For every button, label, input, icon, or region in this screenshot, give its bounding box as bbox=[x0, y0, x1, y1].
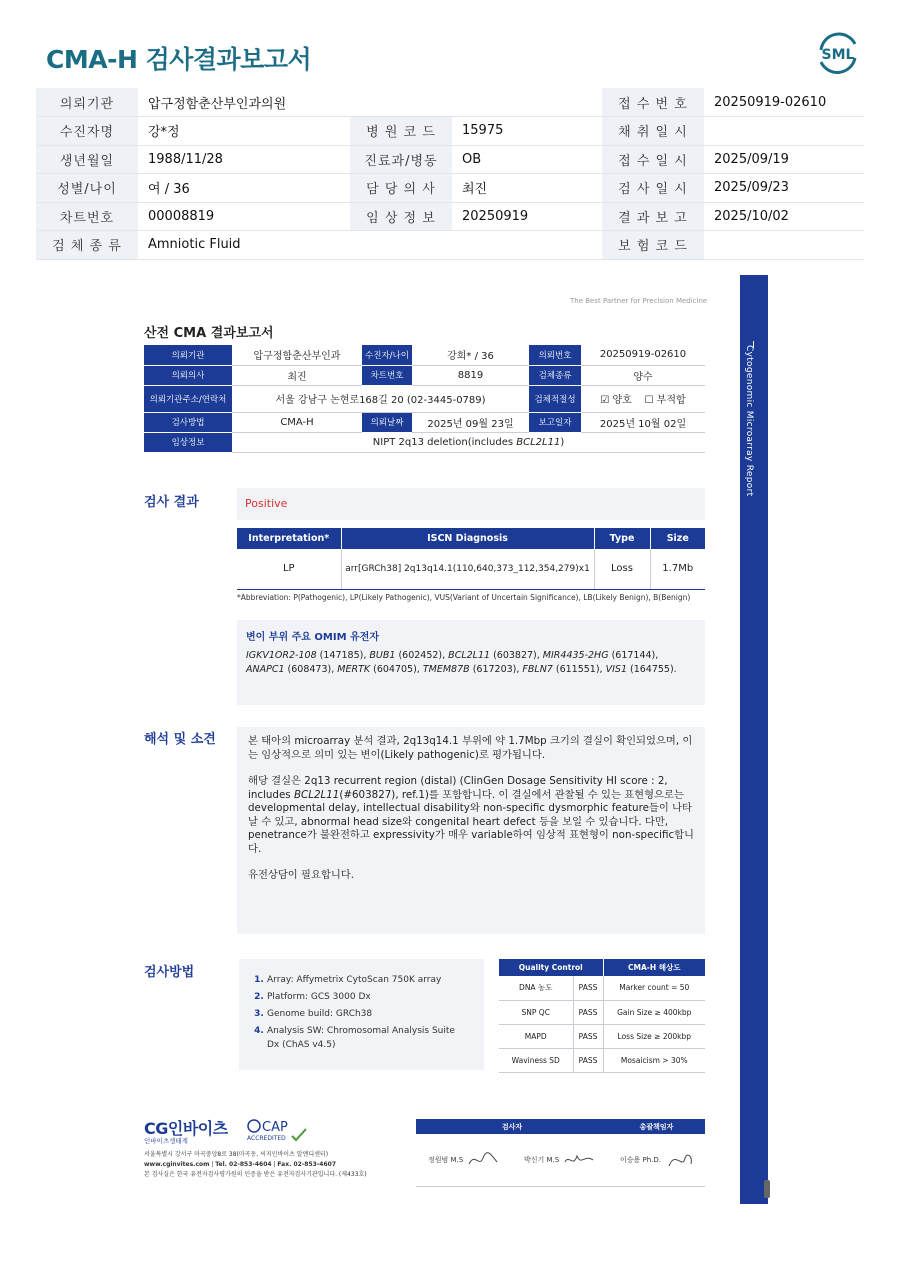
interp-paragraph: 본 태아의 microarray 분석 결과, 2q13q14.1 부위에 약 1.7Mbp 크기의 결실이 확인되었으며, 이는 임상적으로 의미 있는 변이(Likely pathogenic)로 평가됩니다. bbox=[248, 735, 693, 761]
table-row bbox=[36, 174, 864, 203]
interpretation-box bbox=[237, 727, 705, 934]
field-value: 20250919 bbox=[452, 202, 602, 231]
method-box bbox=[239, 959, 484, 1070]
chief-header: 총괄책임자 bbox=[608, 1119, 705, 1134]
col-size: Size bbox=[650, 528, 705, 549]
result-table bbox=[237, 528, 705, 590]
company-logo: CG인바이츠 bbox=[144, 1119, 228, 1138]
info-label: 수진자/나이 bbox=[362, 345, 412, 365]
signer-1: 정원범 M.S bbox=[416, 1134, 512, 1186]
scrollbar-thumb[interactable] bbox=[764, 1180, 770, 1198]
col-iscn: ISCN Diagnosis bbox=[341, 528, 594, 549]
field-label: 생년월일 bbox=[36, 145, 138, 174]
info-label: 검체종류 bbox=[529, 365, 581, 385]
field-label: 검 체 종 류 bbox=[36, 231, 138, 260]
info-value: 강희* / 36 bbox=[412, 345, 529, 365]
iscn-cell: arr[GRCh38] 2q13q14.1(110,640,373_112,354,279)x1 bbox=[341, 549, 594, 589]
field-label: 결 과 보 고 bbox=[602, 202, 704, 231]
patient-info-table bbox=[36, 88, 864, 260]
info-value: 2025년 10월 02일 bbox=[581, 412, 705, 432]
svg-text:ACCREDITED: ACCREDITED bbox=[247, 1135, 286, 1142]
field-value: 여 / 36 bbox=[138, 174, 350, 203]
report-title: 산전 CMA 결과보고서 bbox=[144, 326, 274, 341]
field-value: 1988/11/28 bbox=[138, 145, 350, 174]
info-label: 의뢰기관 bbox=[144, 345, 232, 365]
field-label: 병 원 코 드 bbox=[350, 117, 452, 146]
field-label: 임 상 정 보 bbox=[350, 202, 452, 231]
svg-text:SML: SML bbox=[821, 47, 855, 63]
interp-paragraph: 유전상담이 필요합니다. bbox=[248, 869, 355, 881]
sidebar-label: Cytogenomic Microarray Report bbox=[744, 345, 754, 497]
company-sub: 인바이츠생태계 bbox=[144, 1137, 188, 1145]
field-value: 2025/09/23 bbox=[704, 174, 864, 203]
field-label: 검 사 일 시 bbox=[602, 174, 704, 203]
method-item: 3. Genome build: GRCh38 bbox=[267, 1007, 468, 1021]
svg-text:CAP: CAP bbox=[262, 1120, 288, 1135]
field-value: Amniotic Fluid bbox=[138, 231, 350, 260]
table-row: Waviness SD PASS Mosaicism > 30% bbox=[499, 1048, 705, 1072]
field-value: 2025/09/19 bbox=[704, 145, 864, 174]
type-cell: Loss bbox=[594, 549, 650, 589]
qc-table bbox=[499, 959, 705, 1073]
col-type: Type bbox=[594, 528, 650, 549]
adequate-checkbox: ☑ 양호 bbox=[600, 395, 632, 406]
interp-paragraph: 해당 결실은 2q13 recurrent region (distal) (ClinGen Dosage Sensitivity HI score : 2, includes BCL2L11(#603827), ref.1)를 포함합니다. 이 결실에서 관찰될 수 있는 표현형으로는 developmental delay, intellectual disability와 non-specific dysmorphic feature들이 나타날 수 있고, abnormal head size와 congenital heart defect 등을 보일 수 있습니다. 다만, penetrance가 불완전하고 expressivity가 매우 variable하여 임상적 표현형이 non-specific합니다. bbox=[248, 775, 694, 855]
table-row bbox=[36, 117, 864, 146]
info-value: 20250919-02610 bbox=[581, 345, 705, 365]
qc-header: Quality Control bbox=[499, 959, 603, 976]
inadequate-checkbox: ☐ 부적합 bbox=[644, 395, 686, 406]
field-value: 강*정 bbox=[138, 117, 350, 146]
field-value: 00008819 bbox=[138, 202, 350, 231]
info-value: 양수 bbox=[581, 365, 705, 385]
table-row bbox=[237, 549, 705, 589]
page-title: CMA-H 검사결과보고서 bbox=[46, 45, 312, 74]
size-cell: 1.7Mb bbox=[650, 549, 705, 589]
field-label: 접 수 번 호 bbox=[602, 88, 704, 117]
omim-heading: 변이 부위 주요 OMIM 유전자 bbox=[246, 632, 379, 643]
table-row: MAPD PASS Loss Size ≥ 200kbp bbox=[499, 1024, 705, 1048]
info-value: 2025년 09월 23일 bbox=[412, 412, 529, 432]
field-label: 보 험 코 드 bbox=[602, 231, 704, 260]
info-value: 압구정함춘산부인과 bbox=[232, 345, 362, 365]
tester-header: 검사자 bbox=[416, 1119, 608, 1134]
field-label bbox=[350, 88, 452, 117]
field-label bbox=[350, 231, 452, 260]
field-label: 접 수 일 시 bbox=[602, 145, 704, 174]
info-label: 의뢰의사 bbox=[144, 365, 232, 385]
table-row bbox=[36, 202, 864, 231]
field-value: OB bbox=[452, 145, 602, 174]
method-item: 2. Platform: GCS 3000 Dx bbox=[267, 990, 468, 1004]
omim-genes: IGKV1OR2-108 (147185), BUB1 (602452), BCL2L11 (603827), MIR4435-2HG (617144), ANAPC1 (608473), MERTK (604705), TMEM87B (617203), FBLN7 (611551), VIS1 (164755). bbox=[246, 650, 677, 675]
table-row bbox=[36, 145, 864, 174]
cap-accredited-logo bbox=[246, 1116, 316, 1146]
method-item: 4. Analysis SW: Chromosomal Analysis Suite Dx (ChAS v4.5) bbox=[267, 1024, 468, 1052]
field-value bbox=[704, 231, 864, 260]
report-tagline: The Best Partner for Precision Medicine bbox=[570, 297, 708, 305]
table-row: SNP QC PASS Gain Size ≥ 400kbp bbox=[499, 1000, 705, 1024]
table-row: DNA 농도 PASS Marker count = 50 bbox=[499, 976, 705, 1000]
info-label: 임상정보 bbox=[144, 432, 232, 452]
info-label: 보고일자 bbox=[529, 412, 581, 432]
table-row bbox=[36, 231, 864, 260]
field-value: 15975 bbox=[452, 117, 602, 146]
field-value: 2025/10/02 bbox=[704, 202, 864, 231]
signature-table bbox=[416, 1119, 705, 1187]
field-label: 수진자명 bbox=[36, 117, 138, 146]
info-label: 차트번호 bbox=[362, 365, 412, 385]
specimen-adequacy bbox=[581, 385, 705, 412]
field-value bbox=[452, 88, 602, 117]
field-value: 최진 bbox=[452, 174, 602, 203]
result-status-box bbox=[237, 488, 705, 520]
info-label: 검사방법 bbox=[144, 412, 232, 432]
info-label: 검체적절성 bbox=[529, 385, 581, 412]
clinical-info: NIPT 2q13 deletion(includes BCL2L11) bbox=[232, 432, 705, 452]
field-label: 진료과/병동 bbox=[350, 145, 452, 174]
result-heading: 검사 결과 bbox=[144, 495, 199, 510]
field-label: 채 취 일 시 bbox=[602, 117, 704, 146]
field-value: 20250919-02610 bbox=[704, 88, 864, 117]
omim-box bbox=[237, 620, 705, 705]
info-value: 최진 bbox=[232, 365, 362, 385]
signature-icon bbox=[467, 1150, 499, 1170]
method-heading: 검사방법 bbox=[144, 965, 195, 980]
field-value bbox=[452, 231, 602, 260]
field-label: 의뢰기관 bbox=[36, 88, 138, 117]
report-sidebar bbox=[740, 275, 768, 1204]
result-status: Positive bbox=[245, 497, 288, 510]
signature-icon bbox=[665, 1150, 697, 1170]
info-value: 8819 bbox=[412, 365, 529, 385]
field-value bbox=[704, 117, 864, 146]
signer-3: 이승용 Ph.D. bbox=[608, 1134, 705, 1186]
signer-2: 박신기 M.S bbox=[512, 1134, 608, 1186]
info-value: CMA-H bbox=[232, 412, 362, 432]
col-interpretation: Interpretation* bbox=[237, 528, 341, 549]
field-label: 차트번호 bbox=[36, 202, 138, 231]
company-address: 서울특별시 강서구 마곡중앙8로 38(마곡동, 씨지인바이츠 알앤디센터) www.cginvites.com | Tel. 02-853-4604 | Fax. 02-853-4607 본 검사실은 한국 유전자검사평가원의 인증을 받은 유전자검사기관입니다. (제433호) bbox=[144, 1151, 367, 1178]
field-label: 성별/나이 bbox=[36, 174, 138, 203]
sml-logo bbox=[815, 30, 861, 76]
interpretation-heading: 해석 및 소견 bbox=[144, 732, 216, 747]
report-info-table bbox=[144, 345, 705, 453]
resolution-header: CMA-H 해상도 bbox=[603, 959, 705, 976]
info-label: 의뢰기관주소/연락처 bbox=[144, 385, 232, 412]
table-row bbox=[36, 88, 864, 117]
interpretation-cell: LP bbox=[237, 549, 341, 589]
abbreviation-note: *Abbreviation: P(Pathogenic), LP(Likely Pathogenic), VUS(Variant of Uncertain Significance), LB(Likely Benign), B(Benign) bbox=[237, 593, 691, 602]
info-label: 의뢰번호 bbox=[529, 345, 581, 365]
field-label: 담 당 의 사 bbox=[350, 174, 452, 203]
method-item: 1. Array: Affymetrix CytoScan 750K array bbox=[267, 973, 468, 987]
signature-icon bbox=[563, 1150, 595, 1170]
info-label: 의뢰날짜 bbox=[362, 412, 412, 432]
info-address: 서울 강남구 논현로168길 20 (02-3445-0789) bbox=[232, 385, 529, 412]
field-value: 압구정함춘산부인과의원 bbox=[138, 88, 350, 117]
